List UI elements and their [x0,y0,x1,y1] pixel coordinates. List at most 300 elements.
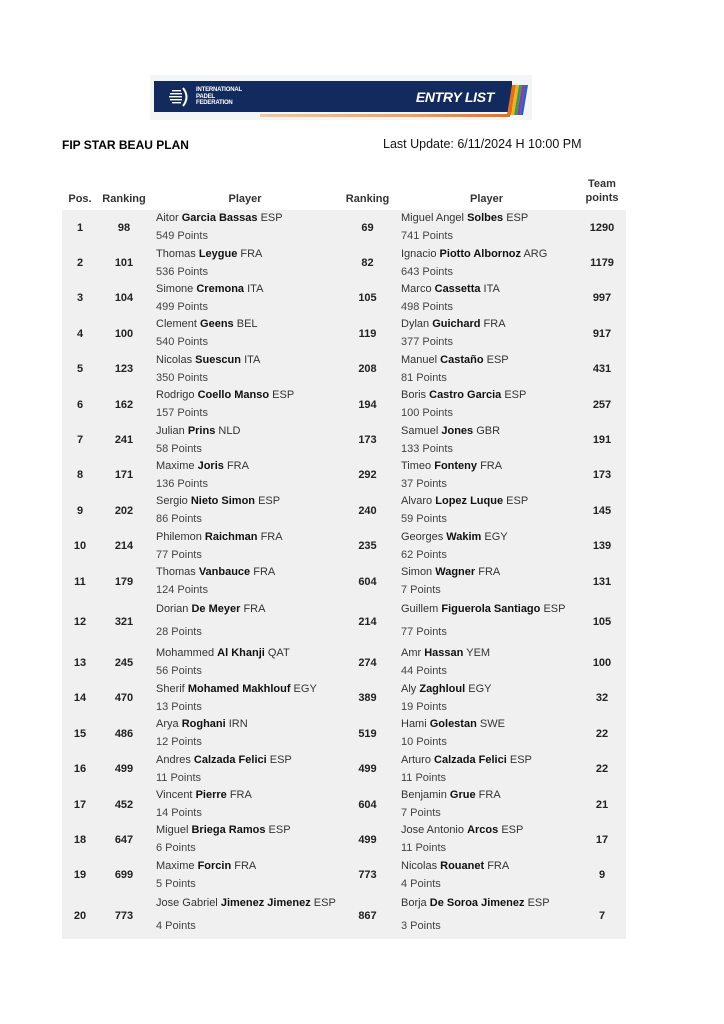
ranking-2: 235 [358,540,377,553]
player-2 [395,751,578,786]
player-1 [150,422,340,457]
player-first-name: Jose Antonio [401,824,464,837]
player-first-name: Manuel [401,353,438,366]
player-points: 81 Points [401,371,447,384]
ranking-1: 773 [114,910,134,923]
player-name [401,529,578,546]
player-last-name: Joris [197,459,224,472]
player-1 [150,245,340,280]
player-name [401,681,578,698]
player-first-name: Ignacio [401,247,437,260]
player-first-name: Thomas [156,247,196,260]
team-points: 139 [592,540,612,553]
player-name [156,752,340,769]
player-points: 540 Points [156,336,208,349]
player-last-name: Jimenez Jimenez [220,897,311,910]
player-1 [150,751,340,786]
player-2 [395,281,578,316]
table-row [62,529,626,564]
player-first-name: Maxime [156,859,195,872]
fip-logo-text [196,87,242,107]
player-name [156,599,340,620]
player-nationality: FRA [234,859,257,872]
player-first-name: Hami [401,718,427,731]
player-last-name: Cremona [196,282,245,295]
player-nationality: ESP [268,824,291,837]
table-row [62,387,626,422]
player-nationality: ESP [486,353,509,366]
player-name [401,752,578,769]
player-points: 7 Points [401,807,441,820]
position: 17 [73,798,87,811]
player-points: 37 Points [401,477,447,490]
player-last-name: Jones [441,424,474,437]
player-name [401,599,578,620]
table-row [62,645,626,680]
player-first-name: Boris [401,389,427,402]
table-body [62,210,626,939]
player-nationality: EGY [293,682,317,695]
player-last-name: De Meyer [191,603,241,616]
team-points: 9 [598,869,606,882]
team-points: 173 [592,469,612,482]
team-points: 1179 [590,257,614,270]
player-last-name: Castro Garcia [429,389,502,402]
player-first-name: Miguel [156,824,189,837]
player-2 [395,787,578,822]
player-2 [395,822,578,857]
banner-title: ENTRY LIST [415,89,494,105]
player-first-name: Rodrigo [156,389,195,402]
player-nationality: FRA [478,789,501,802]
player-1 [150,352,340,387]
table-row [62,281,626,316]
player-name [401,246,578,263]
position: 4 [76,327,84,340]
position: 7 [76,434,84,447]
player-points: 11 Points [401,842,447,855]
player-last-name: Raichman [204,530,258,543]
player-last-name: Geens [200,318,234,331]
player-1 [150,787,340,822]
player-last-name: Golestan [429,718,477,731]
player-nationality: EGY [484,530,508,543]
table-row [62,316,626,351]
player-points: 14 Points [156,807,202,820]
player-last-name: Pierre [195,789,227,802]
player-nationality: ITA [247,282,264,295]
ranking-2: 604 [358,798,377,811]
position: 2 [76,257,84,270]
ranking-1: 245 [114,656,134,669]
player-last-name: Wakim [446,530,482,543]
player-nationality: FRA [226,459,249,472]
player-first-name: Sherif [156,682,185,695]
player-points: 77 Points [401,626,447,639]
header-ranking-1: Ranking [102,193,146,205]
player-2 [395,316,578,351]
player-nationality: ESP [313,897,336,910]
player-1 [150,529,340,564]
player-last-name: Mohamed Makhlouf [187,682,291,695]
team-points: 32 [595,692,609,705]
player-last-name: Cassetta [434,282,481,295]
position: 3 [76,292,84,305]
player-nationality: EGY [468,682,492,695]
player-points: 12 Points [156,736,202,749]
player-1 [150,316,340,351]
position: 6 [76,398,84,411]
player-nationality: SWE [479,718,505,731]
ranking-1: 202 [114,504,134,517]
team-points: 997 [592,292,612,305]
player-last-name: Roghani [181,718,226,731]
player-points: 3 Points [401,920,441,933]
player-first-name: Thomas [156,566,196,579]
player-nationality: ESP [504,389,527,402]
ranking-2: 773 [358,869,377,882]
header-player-1: Player [228,193,262,205]
player-2 [395,493,578,528]
player-first-name: Guillem [401,603,439,616]
player-name [156,893,340,914]
player-1 [150,681,340,716]
player-nationality: ESP [506,212,529,225]
ranking-2: 194 [358,398,377,411]
table-row [62,564,626,599]
player-first-name: Marco [401,282,432,295]
team-points: 100 [592,656,612,669]
player-first-name: Timeo [401,459,432,472]
player-name [401,316,578,333]
player-points: 28 Points [156,626,202,639]
player-1 [150,281,340,316]
player-points: 499 Points [156,300,208,313]
ranking-1: 486 [114,727,134,740]
player-points: 741 Points [401,230,453,243]
player-nationality: ESP [260,212,283,225]
ranking-1: 452 [114,798,134,811]
player-points: 536 Points [156,265,208,278]
player-points: 133 Points [401,442,453,455]
player-points: 7 Points [401,584,441,597]
table-row [62,493,626,528]
player-nationality: ESP [272,389,295,402]
ranking-1: 179 [114,575,134,588]
ranking-2: 499 [358,763,377,776]
player-first-name: Arturo [401,753,431,766]
player-name [401,281,578,298]
player-nationality: IRN [228,718,248,731]
header-player-2: Player [469,193,504,205]
header-team-points: Team points [585,178,619,204]
player-2 [395,681,578,716]
table-row [62,352,626,387]
position: 10 [73,540,87,553]
player-name [156,281,340,298]
position: 14 [73,692,87,705]
player-1 [150,210,340,245]
player-first-name: Philemon [156,530,202,543]
player-name [156,564,340,581]
table-row [62,599,626,645]
player-points: 643 Points [401,265,453,278]
player-2 [395,599,578,645]
player-first-name: Aitor [156,212,179,225]
table-row [62,822,626,857]
player-first-name: Dylan [401,318,430,331]
player-last-name: Al Khanji [217,647,265,660]
table-row [62,751,626,786]
ranking-1: 104 [114,292,134,305]
ranking-1: 699 [114,869,134,882]
player-nationality: ESP [258,495,281,508]
event-title: FIP STAR BEAU PLAN [62,138,189,152]
player-first-name: Amr [401,647,422,660]
ranking-1: 101 [114,257,134,270]
player-name [401,458,578,475]
ranking-2: 604 [358,575,377,588]
position: 16 [73,763,87,776]
header-pos: Pos. [68,193,92,205]
player-name [401,564,578,581]
player-first-name: Julian [156,424,185,437]
ranking-1: 98 [117,221,131,234]
banner-bar [154,81,512,112]
player-last-name: Coello Manso [197,389,270,402]
ranking-1: 214 [114,540,134,553]
ranking-2: 105 [358,292,377,305]
position: 12 [73,616,87,629]
player-first-name: Nicolas [156,353,193,366]
position: 15 [73,727,87,740]
player-points: 59 Points [401,513,447,526]
ranking-2: 292 [358,469,377,482]
player-first-name: Georges [401,530,444,543]
player-points: 4 Points [156,920,196,933]
player-name [401,716,578,733]
team-points: 131 [592,575,612,588]
player-first-name: Samuel [401,424,439,437]
player-1 [150,858,340,893]
player-nationality: FRA [253,566,276,579]
ranking-2: 499 [358,833,377,846]
table-row [62,458,626,493]
player-points: 77 Points [156,548,202,561]
player-nationality: YEM [466,647,491,660]
ranking-2: 82 [361,257,374,270]
player-last-name: Nieto Simon [190,495,256,508]
ranking-2: 208 [358,363,377,376]
position: 13 [73,656,87,669]
team-points: 7 [598,910,606,923]
player-2 [395,210,578,245]
ranking-1: 171 [114,469,134,482]
player-2 [395,352,578,387]
entry-list-banner [150,75,532,120]
player-2 [395,245,578,280]
ranking-2: 389 [358,692,377,705]
player-2 [395,564,578,599]
player-name [156,716,340,733]
player-points: 58 Points [156,442,202,455]
player-name [401,493,578,510]
player-name [156,316,340,333]
player-name [156,387,340,404]
player-last-name: Lopez Luque [435,495,504,508]
player-name [401,893,578,914]
player-name [401,645,578,662]
player-1 [150,599,340,645]
banner-underline [260,114,510,117]
player-first-name: Vincent [156,789,193,802]
ranking-1: 321 [114,616,134,629]
ranking-2: 274 [358,656,377,669]
player-nationality: FRA [240,247,263,260]
player-last-name: Leygue [198,247,238,260]
player-nationality: ESP [501,824,524,837]
player-last-name: Vanbauce [198,566,251,579]
player-nationality: BEL [236,318,258,331]
player-points: 11 Points [156,771,202,784]
player-nationality: FRA [260,530,283,543]
entry-list-table [62,172,626,939]
ranking-2: 119 [358,327,377,340]
player-1 [150,387,340,422]
player-last-name: Forcin [197,859,232,872]
player-name [156,822,340,839]
player-nationality: ESP [269,753,292,766]
position: 20 [73,910,87,923]
player-first-name: Mohammed [156,647,215,660]
table-row [62,681,626,716]
player-last-name: Grue [449,789,476,802]
table-header-row [62,172,626,210]
player-name [156,352,340,369]
team-points: 21 [595,798,609,811]
player-points: 549 Points [156,230,208,243]
player-points: 13 Points [156,700,202,713]
player-first-name: Benjamin [401,789,447,802]
player-points: 4 Points [401,877,441,890]
color-stripes-icon [507,85,529,115]
player-nationality: ESP [527,897,550,910]
table-row [62,422,626,457]
ranking-1: 162 [114,398,134,411]
position: 5 [76,363,84,376]
player-nationality: FRA [229,789,252,802]
player-points: 11 Points [401,771,447,784]
player-points: 44 Points [401,665,447,678]
player-nationality: ITA [483,282,500,295]
last-update: Last Update: 6/11/2024 H 10:00 PM [383,137,582,151]
player-last-name: Fonteny [434,459,477,472]
player-points: 19 Points [401,700,447,713]
position: 19 [73,869,87,882]
player-nationality: ESP [509,753,532,766]
player-2 [395,529,578,564]
player-nationality: ESP [506,495,529,508]
player-last-name: Hassan [424,647,464,660]
player-first-name: Andres [156,753,191,766]
player-points: 62 Points [401,548,447,561]
position: 18 [73,833,87,846]
player-name [156,246,340,263]
ranking-2: 214 [358,616,377,629]
player-last-name: Rouanet [440,859,485,872]
ranking-1: 470 [114,692,134,705]
player-first-name: Jose Gabriel [156,897,218,910]
player-first-name: Simon [401,566,433,579]
position: 1 [76,221,84,234]
player-2 [395,422,578,457]
player-last-name: Arcos [467,824,499,837]
player-first-name: Clement [156,318,197,331]
ranking-1: 100 [114,327,134,340]
player-last-name: Briega Ramos [191,824,266,837]
player-2 [395,387,578,422]
player-nationality: FRA [243,603,266,616]
player-nationality: QAT [267,647,290,660]
ranking-1: 499 [114,763,134,776]
player-first-name: Sergio [156,495,188,508]
player-name [156,858,340,875]
player-name [156,493,340,510]
player-points: 56 Points [156,665,202,678]
logo-line: INTERNATIONAL [196,87,242,93]
player-name [156,210,340,227]
team-points: 145 [592,504,612,517]
ranking-1: 241 [114,434,134,447]
ranking-2: 69 [361,221,374,234]
player-points: 5 Points [156,877,196,890]
player-points: 136 Points [156,477,208,490]
logo-line: PADEL [196,93,215,100]
table-row [62,893,626,939]
header-ranking-2: Ranking [345,193,390,205]
player-last-name: Figuerola Santiago [441,603,541,616]
player-first-name: Borja [401,897,427,910]
player-1 [150,564,340,599]
ranking-2: 867 [358,910,377,923]
player-points: 157 Points [156,407,208,420]
player-1 [150,645,340,680]
position: 8 [76,469,84,482]
ranking-2: 519 [358,727,377,740]
player-last-name: Suescun [195,353,241,366]
player-first-name: Miguel Angel [401,212,464,225]
player-name [156,423,340,440]
player-nationality: ITA [244,353,261,366]
table-row [62,245,626,280]
team-points: 191 [592,434,612,447]
player-nationality: ARG [523,247,548,260]
player-name [401,352,578,369]
player-2 [395,893,578,939]
player-1 [150,893,340,939]
player-nationality: ESP [543,603,566,616]
player-last-name: Zaghloul [419,682,466,695]
player-name [401,423,578,440]
player-name [401,858,578,875]
player-last-name: Calzada Felici [193,753,267,766]
player-points: 498 Points [401,300,453,313]
player-nationality: NLD [218,424,241,437]
ranking-1: 647 [114,833,134,846]
player-last-name: Castaño [440,353,484,366]
player-nationality: FRA [478,566,501,579]
player-first-name: Aly [401,682,417,695]
